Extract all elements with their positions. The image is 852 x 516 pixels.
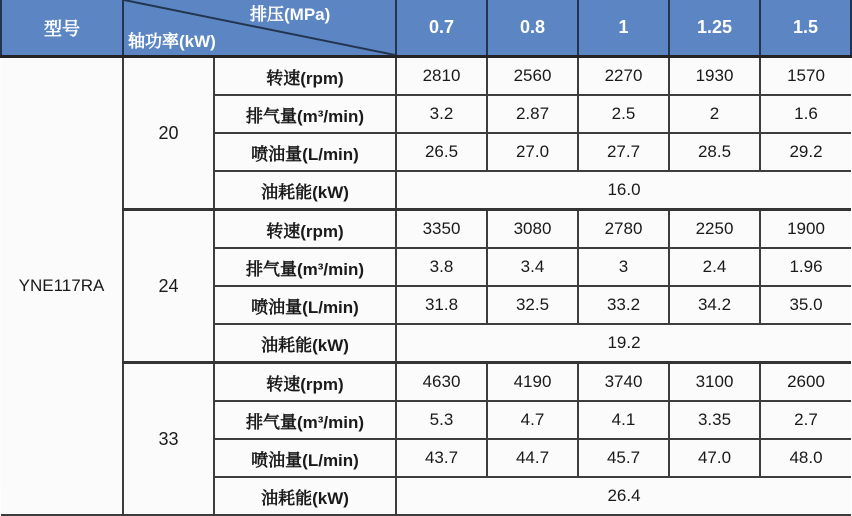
value-cell: 2250 [669,210,760,249]
param-label-displacement: 排气量(m³/min) [214,248,396,286]
param-label-oil-power: 油耗能(kW) [214,171,396,210]
value-cell: 3.4 [487,248,578,286]
power-cell-33: 33 [123,363,214,516]
value-cell: 2270 [578,57,669,96]
param-label-oil-power: 油耗能(kW) [214,477,396,515]
param-label-speed: 转速(rpm) [214,210,396,249]
value-cell: 2.87 [487,95,578,133]
value-cell: 27.0 [487,133,578,171]
value-cell: 2600 [760,363,851,402]
param-label-speed: 转速(rpm) [214,57,396,96]
pressure-col-1: 1 [578,0,669,57]
value-cell: 2 [669,95,760,133]
value-cell: 2.7 [760,401,851,439]
value-cell: 31.8 [396,286,487,324]
value-cell: 33.2 [578,286,669,324]
value-cell: 4.1 [578,401,669,439]
merged-value-cell: 26.4 [396,477,851,515]
value-cell: 4.7 [487,401,578,439]
value-cell: 3.8 [396,248,487,286]
value-cell: 44.7 [487,439,578,477]
value-cell: 34.2 [669,286,760,324]
power-cell-24: 24 [123,210,214,363]
merged-value-cell: 19.2 [396,324,851,363]
param-label-oil-injection: 喷油量(L/min) [214,133,396,171]
value-cell: 32.5 [487,286,578,324]
value-cell: 26.5 [396,133,487,171]
value-cell: 1570 [760,57,851,96]
model-column-header: 型号 [1,0,123,57]
table-row [1,210,851,249]
value-cell: 1900 [760,210,851,249]
value-cell: 29.2 [760,133,851,171]
value-cell: 1.96 [760,248,851,286]
value-cell: 27.7 [578,133,669,171]
merged-value-cell: 16.0 [396,171,851,210]
param-label-oil-injection: 喷油量(L/min) [214,439,396,477]
pressure-col-0.8: 0.8 [487,0,578,57]
value-cell: 45.7 [578,439,669,477]
value-cell: 2.4 [669,248,760,286]
value-cell: 3740 [578,363,669,402]
value-cell: 3350 [396,210,487,249]
pressure-col-1.25: 1.25 [669,0,760,57]
param-label-oil-injection: 喷油量(L/min) [214,286,396,324]
value-cell: 28.5 [669,133,760,171]
value-cell: 35.0 [760,286,851,324]
pressure-col-0.7: 0.7 [396,0,487,57]
pressure-col-1.5: 1.5 [760,0,851,57]
param-label-speed: 转速(rpm) [214,363,396,402]
param-label-displacement: 排气量(m³/min) [214,95,396,133]
value-cell: 5.3 [396,401,487,439]
header-row [1,0,851,57]
value-cell: 3 [578,248,669,286]
value-cell: 2.5 [578,95,669,133]
diagonal-header-cell [123,0,396,57]
power-cell-20: 20 [123,57,214,210]
value-cell: 3.35 [669,401,760,439]
power-axis-label: 轴功率(kW) [128,32,216,51]
value-cell: 1.6 [760,95,851,133]
value-cell: 3100 [669,363,760,402]
table-row [1,363,851,402]
value-cell: 2780 [578,210,669,249]
param-label-displacement: 排气量(m³/min) [214,401,396,439]
value-cell: 48.0 [760,439,851,477]
value-cell: 2810 [396,57,487,96]
model-cell: YNE117RA [1,57,123,516]
value-cell: 4190 [487,363,578,402]
pressure-axis-label: 排压(MPa) [250,5,331,24]
value-cell: 3.2 [396,95,487,133]
param-label-oil-power: 油耗能(kW) [214,324,396,363]
value-cell: 2560 [487,57,578,96]
table-row [1,57,851,96]
value-cell: 1930 [669,57,760,96]
value-cell: 43.7 [396,439,487,477]
value-cell: 47.0 [669,439,760,477]
value-cell: 4630 [396,363,487,402]
value-cell: 3080 [487,210,578,249]
